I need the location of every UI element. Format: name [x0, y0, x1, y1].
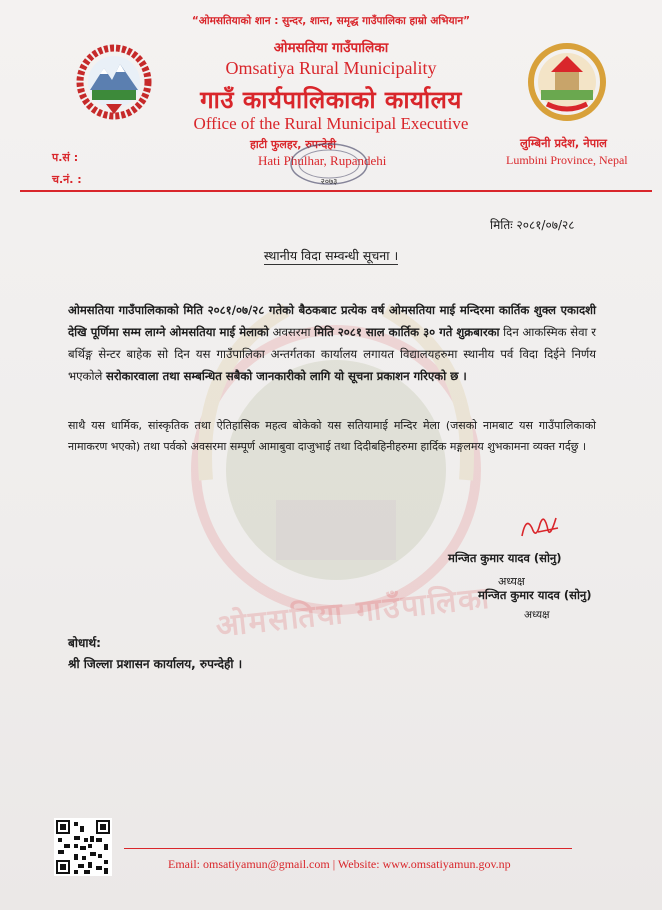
subject-text: स्थानीय विदा सम्वन्धी सूचना ।	[263, 248, 399, 263]
cc-label: बोधार्थ:	[68, 636, 101, 650]
p1-closing-text: सरोकारवाला तथा सम्बन्धित सबैको जानकारीको लागि यो सूचना प्रकाशन गरिएको छ ।	[106, 369, 467, 383]
province-en: Lumbini Province, Nepal	[506, 153, 628, 167]
notice-paragraph	[68, 299, 596, 387]
stamp-year: २०७३	[320, 177, 338, 186]
municipality-name-en: Omsatiya Rural Municipality	[225, 58, 437, 78]
stamp-signatory-name: मन्जित कुमार यादव (सोनु)	[478, 588, 592, 602]
qr-code-icon[interactable]	[54, 818, 112, 876]
footer-contact[interactable]: Email: omsatiyamun@gmail.com | Website: www.omsatiyamun.gov.np	[168, 857, 511, 871]
p1-bold-text: ओमसतिया गाउँपालिकाको मिति २०८१/०७/२८ गतेको बैठकबाट प्रत्येक वर्ष ओमसतिया माई मन्दिरमा कार्तिक शुक्ल एकादशी देखि पूर्णिमा सम्म लाग्ने ओमसतिया माई मेलाको	[68, 303, 596, 339]
tagline: “ओमसतियाको शान : सुन्दर, शान्त, समृद्ध गाउँपालिका हाम्रो अभियान”	[191, 15, 471, 27]
signatory-name: मन्जित कुमार यादव (सोनु)	[448, 551, 562, 565]
watermark-text: ओमसतिया गाउँपालिका	[214, 580, 493, 645]
stamp-signatory-role: अध्यक्ष	[524, 609, 550, 621]
cc-recipient: श्री जिल्ला प्रशासन कार्यालय, रुपन्देही ।	[68, 657, 243, 671]
office-title-np: गाउँ कार्यपालिकाको कार्यालय	[200, 86, 462, 114]
reference-number-label: प.सं :	[52, 151, 79, 164]
signatory-role: अध्यक्ष	[498, 575, 525, 588]
province-np: लुम्बिनी प्रदेश, नेपाल	[520, 136, 607, 150]
header-divider	[20, 190, 652, 192]
office-stamp-icon	[287, 142, 371, 188]
municipality-name-np: ओमसतिया गाउँपालिका	[273, 40, 389, 56]
address-np: हाटी फुलहर, रुपन्देही	[250, 138, 336, 151]
greeting-paragraph: साथै यस धार्मिक, सांस्कृतिक तथा ऐतिहासिक महत्व बोकेको यस सतियामाई मन्दिर मेला (जसको नामबाट यस गाउँपालिकाको नामाकरण भएको) तथा पर्वको अवसरमा सम्पूर्ण आमाबुवा दाजुभाई तथा दिदीबहिनीहरुमा हार्दिक मङ्गलमय शुभकामना व्यक्त गर्दछु ।	[68, 419, 596, 453]
p1-mid-text: अवसरमा	[268, 325, 315, 339]
dispatch-number-label: च.नं. :	[52, 173, 82, 186]
address-en: Hati Phulhar, Rupandehi	[258, 153, 387, 168]
letter-subject	[0, 247, 662, 264]
p1-date-text: मिति २०८१ साल कार्तिक ३० गते शुक्रबारका	[314, 325, 500, 339]
signature-icon	[516, 506, 564, 548]
letter-date: मितिः २०८१/०७/२८	[490, 218, 575, 232]
office-title-en: Office of the Rural Municipal Executive	[193, 114, 469, 133]
p1-rest-text: दिन आकस्मिक सेवा र बर्थिङ्ग सेन्टर बाहेक सो दिन यस गाउँपालिका अन्तर्गतका कार्यालय लगायत विद्यालयहरुमा स्थानीय पर्व विदा दिईने निर्णय भएकोले	[68, 325, 596, 383]
footer-divider	[124, 848, 572, 849]
